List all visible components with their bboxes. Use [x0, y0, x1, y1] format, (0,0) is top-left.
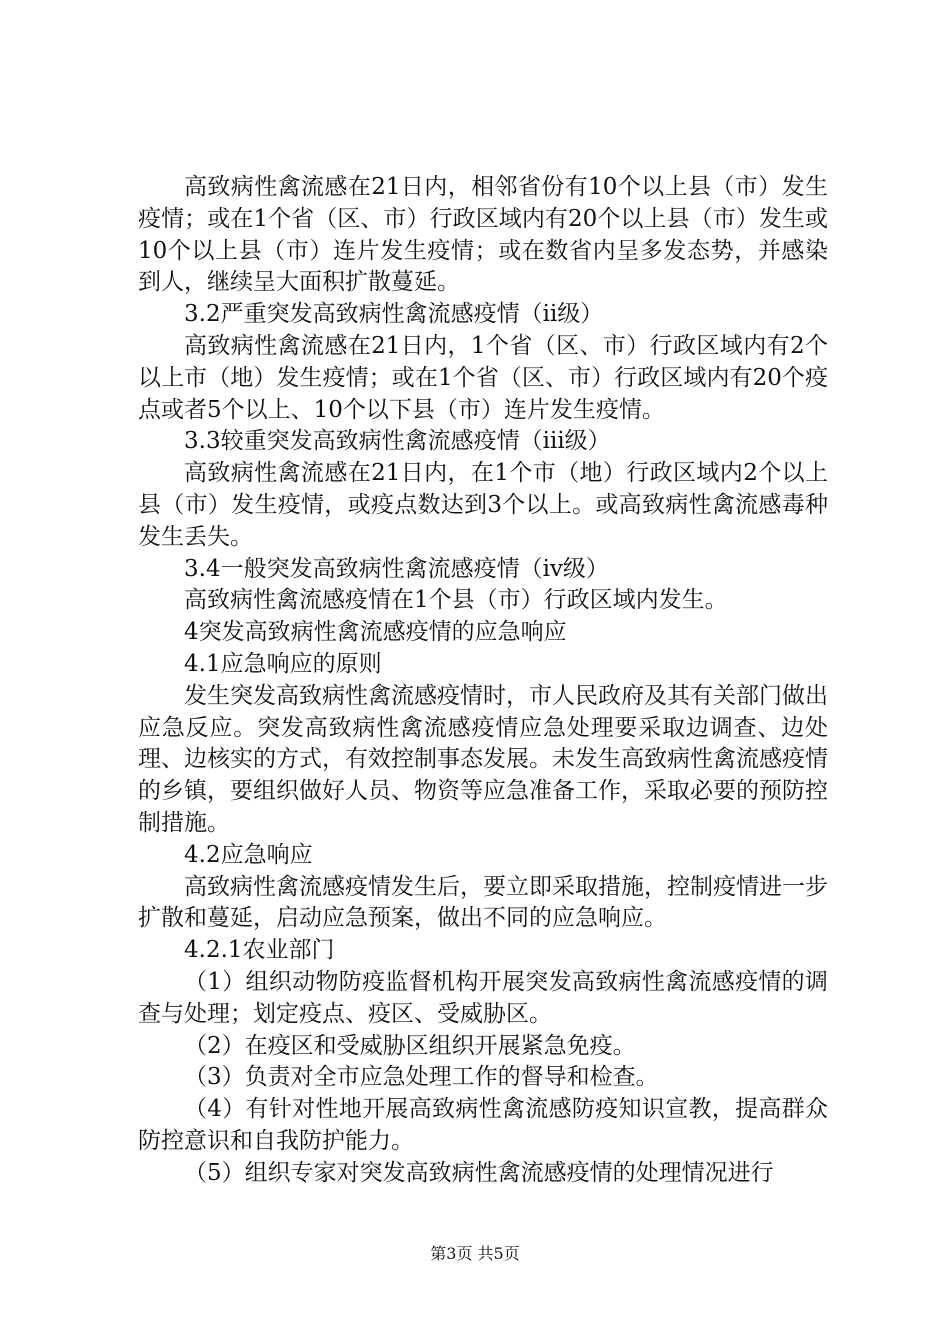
- heading-4-1: 4.1应急响应的原则: [184, 650, 382, 677]
- list-item-5: （5）组织专家对突发高致病性禽流感疫情的处理情况进行: [184, 1159, 774, 1186]
- list-item-4: （4）有针对性地开展高致病性禽流感防疫知识宣教，提高群众防控意识和自我防护能力。: [138, 1096, 828, 1154]
- paragraph-level2-criteria: 高致病性禽流感在21日内，1个省（区、市）行政区域内有2个以上市（地）发生疫情；或在1个省（区、市）行政区域内有20个疫点或者5个以上、10个以下县（市）连片发生疫情。: [138, 332, 828, 423]
- heading-3-4: 3.4一般突发高致病性禽流感疫情（ⅳ级）: [184, 555, 609, 582]
- heading-3-3: 3.3较重突发高致病性禽流感疫情（ⅲ级）: [184, 428, 611, 455]
- paragraph-level1-criteria: 高致病性禽流感在21日内，相邻省份有10个以上县（市）发生疫情；或在1个省（区、市）行政区域内有20个以上县（市）发生或10个以上县（市）连片发生疫情；或在数省内呈多发态势，并感染到人，继续呈大面积扩散蔓延。: [138, 174, 828, 296]
- paragraph-emergency-response: 高致病性禽流感疫情发生后，要立即采取措施，控制疫情进一步扩散和蔓延，启动应急预案，做出不同的应急响应。: [138, 873, 828, 932]
- paragraph-level4-criteria: 高致病性禽流感疫情在1个县（市）行政区域内发生。: [184, 587, 728, 614]
- list-item-2: （2）在疫区和受威胁区组织开展紧急免疫。: [184, 1032, 636, 1059]
- list-item-3: （3）负责对全市应急处理工作的督导和检查。: [184, 1064, 659, 1091]
- heading-3-2: 3.2严重突发高致病性禽流感疫情（ⅱ级）: [184, 301, 604, 328]
- page-number-footer: 第3页 共5页: [430, 1244, 520, 1263]
- paragraph-level3-criteria: 高致病性禽流感在21日内，在1个市（地）行政区域内2个以上县（市）发生疫情，或疫点数达到3个以上。或高致病性禽流感毒种发生丢失。: [138, 460, 828, 550]
- document-body: [138, 172, 828, 1190]
- heading-4-2-1: 4.2.1农业部门: [184, 937, 335, 964]
- heading-4: 4突发高致病性禽流感疫情的应急响应: [184, 619, 567, 646]
- list-item-1: （1）组织动物防疫监督机构开展突发高致病性禽流感疫情的调查与处理；划定疫点、疫区、受威胁区。: [138, 968, 828, 1027]
- paragraph-response-principle: 发生突发高致病性禽流感疫情时，市人民政府及其有关部门做出应急反应。突发高致病性禽流感疫情应急处理要采取边调查、边处理、边核实的方式，有效控制事态发展。未发生高致病性禽流感疫情的乡镇，要组织做好人员、物资等应急准备工作，采取必要的预防控制措施。: [138, 682, 828, 836]
- heading-4-2: 4.2应急响应: [184, 841, 313, 868]
